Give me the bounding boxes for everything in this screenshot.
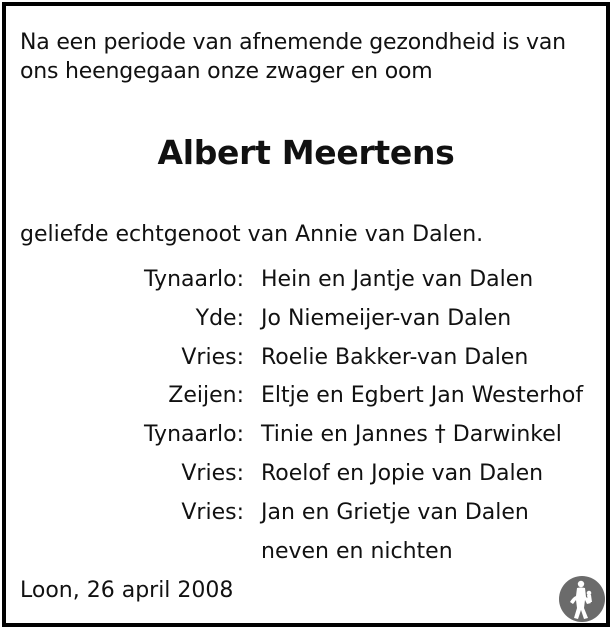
relative-place: Vries: [181, 460, 244, 486]
relative-names: Jo Niemeijer-van Dalen [261, 305, 512, 331]
relative-names: Jan en Grietje van Dalen [261, 499, 529, 525]
relative-row [6, 494, 606, 533]
relative-row [6, 455, 606, 494]
intro-text [20, 28, 566, 86]
relative-row [6, 261, 606, 300]
intro-line-2: ons heengegaan onze zwager en oom [20, 59, 433, 84]
memorial-figure-icon [558, 575, 606, 623]
relative-names: neven en nichten [261, 538, 453, 564]
relative-names: Hein en Jantje van Dalen [261, 267, 534, 292]
spouse-line: geliefde echtgenoot van Annie van Dalen. [20, 222, 484, 247]
relative-row [6, 339, 606, 378]
relative-names: Eltje en Egbert Jan Westerhof [261, 383, 584, 409]
relative-place: Tynaarlo: [144, 267, 244, 292]
relatives-list [6, 261, 606, 571]
relative-place: Yde: [195, 305, 244, 331]
relative-place: Zeijen: [168, 383, 244, 409]
relative-row [6, 377, 606, 416]
relative-names: Roelof en Jopie van Dalen [261, 460, 544, 486]
deceased-name: Albert Meertens [157, 133, 455, 172]
relative-row [6, 533, 606, 572]
place-date: Loon, 26 april 2008 [20, 578, 234, 603]
relative-row [6, 416, 606, 455]
announcement-frame [2, 2, 610, 627]
relative-place: Tynaarlo: [144, 422, 244, 448]
relative-names: Roelie Bakker-van Dalen [261, 344, 529, 370]
relative-place: Vries: [181, 344, 244, 370]
relative-row [6, 300, 606, 339]
relative-names: Tinie en Jannes † Darwinkel [261, 422, 562, 448]
intro-line-1: Na een periode van afnemende gezondheid is van [20, 30, 566, 55]
relative-place: Vries: [181, 499, 244, 525]
